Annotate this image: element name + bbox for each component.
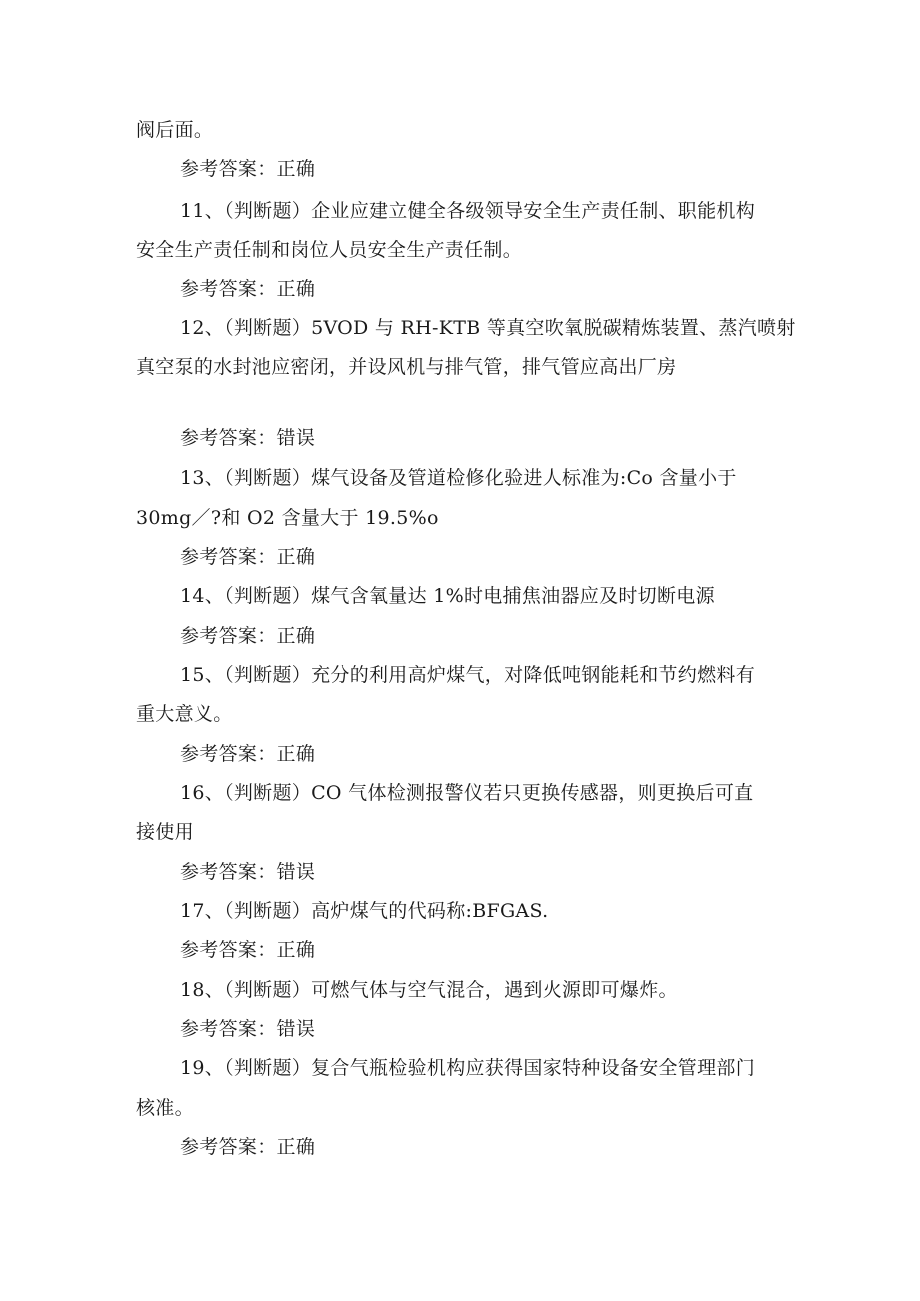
question-number: 16、 (180, 782, 225, 804)
answer-14 (180, 624, 840, 648)
answer-label: 参考答案： (180, 743, 277, 765)
question-text: 充分的利用高炉煤气，对降低吨钢能耗和节约燃料有 (311, 664, 755, 686)
question-text: 5VOD 与 RH-KTB 等真空吹氧脱碳精炼装置、蒸汽喷射 (311, 317, 796, 339)
answer-label: 参考答案： (180, 1136, 277, 1158)
question-text: 可燃气体与空气混合，遇到火源即可爆炸。 (311, 979, 678, 1001)
question-13-line-1 (180, 466, 840, 490)
question-10-continuation (136, 118, 796, 142)
question-type: （判断题） (224, 317, 312, 339)
question-number: 11、 (180, 200, 225, 222)
question-type: （判断题） (224, 1057, 312, 1079)
answer-value: 错误 (276, 861, 316, 883)
answer-15 (180, 742, 840, 766)
question-16-line-1 (180, 781, 840, 805)
question-15-line-1 (180, 663, 840, 687)
question-text: CO 气体检测报警仪若只更换传感器，则更换后可直 (311, 782, 754, 804)
answer-17 (180, 938, 840, 962)
question-text: 企业应建立健全各级领导安全生产责任制、职能机构 (311, 200, 755, 222)
answer-value: 正确 (276, 743, 316, 765)
question-text: 高炉煤气的代码称:BFGAS. (311, 900, 549, 922)
question-16-line-2 (136, 820, 796, 844)
question-type: （判断题） (224, 979, 312, 1001)
answer-11 (180, 277, 840, 301)
question-type: （判断题） (224, 782, 312, 804)
question-11-line-2 (136, 238, 796, 262)
answer-value: 正确 (276, 939, 316, 961)
answer-value: 正确 (276, 625, 316, 647)
answer-label: 参考答案： (180, 1018, 277, 1040)
question-number: 18、 (180, 979, 225, 1001)
answer-label: 参考答案： (180, 625, 277, 647)
question-text: 复合气瓶检验机构应获得国家特种设备安全管理部门 (311, 1057, 755, 1079)
answer-value: 错误 (276, 427, 316, 449)
question-text: 重大意义。 (136, 703, 233, 725)
question-19-line-1 (180, 1056, 840, 1080)
question-11-line-1 (180, 199, 840, 223)
question-12-line-2 (136, 355, 796, 379)
answer-label: 参考答案： (180, 861, 277, 883)
answer-label: 参考答案： (180, 427, 277, 449)
answer-label: 参考答案： (180, 546, 277, 568)
answer-18 (180, 1017, 840, 1041)
question-18-line-1 (180, 978, 840, 1002)
question-14-line-1 (180, 584, 840, 608)
answer-label: 参考答案： (180, 158, 277, 180)
question-19-line-2 (136, 1096, 796, 1120)
question-type: （判断题） (224, 900, 312, 922)
question-15-line-2 (136, 702, 796, 726)
question-text: 30mg／?和 O2 含量大于 19.5%o (136, 507, 439, 529)
question-12-line-1 (180, 316, 840, 340)
answer-value: 正确 (276, 546, 316, 568)
answer-13 (180, 545, 840, 569)
question-17-line-1 (180, 899, 840, 923)
continuation-text: 阀后面。 (136, 119, 214, 141)
answer-value: 正确 (276, 158, 316, 180)
question-type: （判断题） (224, 467, 312, 489)
question-13-line-2 (136, 506, 796, 530)
answer-value: 正确 (276, 278, 316, 300)
answer-value: 正确 (276, 1136, 316, 1158)
answer-19 (180, 1135, 840, 1159)
question-type: （判断题） (224, 664, 312, 686)
question-text: 真空泵的水封池应密闭，并设风机与排气管，排气管应高出厂房 (136, 356, 677, 378)
answer-16 (180, 860, 840, 884)
question-number: 12、 (180, 317, 225, 339)
answer-12 (180, 426, 840, 450)
question-number: 15、 (180, 664, 225, 686)
answer-label: 参考答案： (180, 278, 277, 300)
question-text: 煤气设备及管道检修化验进人标准为:Co 含量小于 (311, 467, 737, 489)
question-text: 核准。 (136, 1097, 194, 1119)
question-number: 17、 (180, 900, 225, 922)
answer-10 (180, 157, 840, 181)
question-text: 煤气含氧量达 1%时电捕焦油器应及时切断电源 (311, 585, 715, 607)
question-number: 13、 (180, 467, 225, 489)
question-type: （判断题） (224, 200, 312, 222)
answer-value: 错误 (276, 1018, 316, 1040)
question-text: 安全生产责任制和岗位人员安全生产责任制。 (136, 239, 523, 261)
question-type: （判断题） (224, 585, 312, 607)
question-text: 接使用 (136, 821, 194, 843)
question-number: 19、 (180, 1057, 225, 1079)
question-number: 14、 (180, 585, 225, 607)
answer-label: 参考答案： (180, 939, 277, 961)
